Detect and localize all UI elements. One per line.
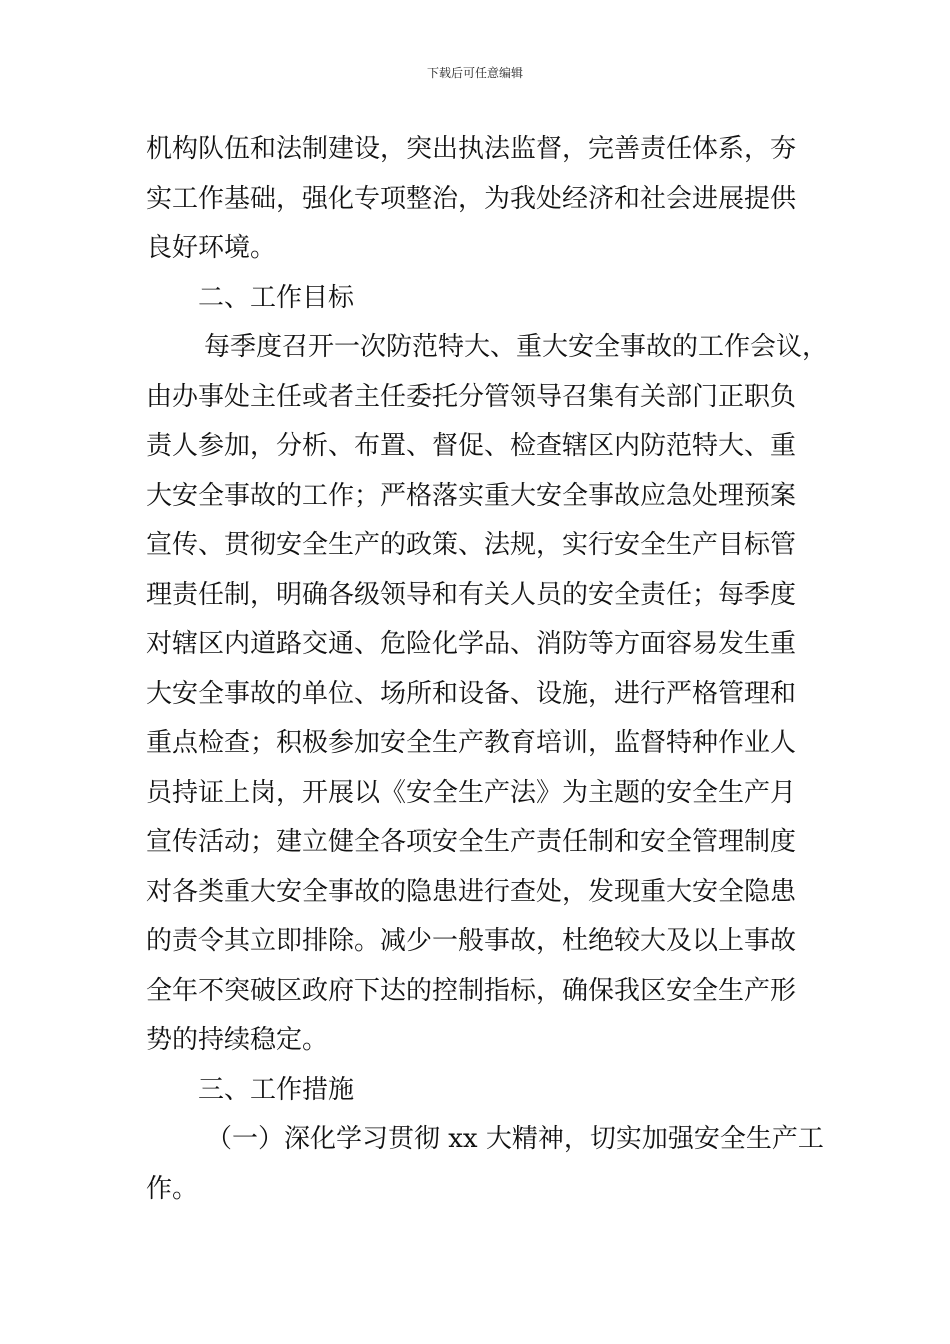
- text-line: 机构队伍和法制建设，突出执法监督，完善责任体系，夯: [146, 134, 797, 164]
- text-line: 的责令其立即排除。减少一般事故，杜绝较大及以上事故: [146, 926, 797, 956]
- text-line: 责人参加，分析、布置、督促、检查辖区内防范特大、重: [146, 431, 797, 461]
- text-line: 作。: [146, 1173, 199, 1204]
- document-body: [146, 125, 829, 1214]
- text-line: 全年不突破区政府下达的控制指标，确保我区安全生产形: [146, 975, 797, 1006]
- text-line: 理责任制，明确各级领导和有关人员的安全责任；每季度: [146, 579, 797, 610]
- text-line: 宣传、贯彻安全生产的政策、法规，实行安全生产目标管: [146, 530, 797, 560]
- text-line: 势的持续稳定。: [146, 1025, 329, 1055]
- text-line: （一）深化学习贯彻 xx 大精神，切实加强安全生产工: [206, 1124, 824, 1154]
- text-line: 对辖区内道路交通、危险化学品、消防等方面容易发生重: [146, 629, 797, 659]
- text-line: 每季度召开一次防范特大、重大安全事故的工作会议，: [204, 332, 829, 362]
- text-line: 由办事处主任或者主任委托分管领导召集有关部门正职负: [146, 381, 797, 412]
- text-line: 对各类重大安全事故的隐患进行查处，发现重大安全隐患: [146, 876, 797, 907]
- text-line: 大安全事故的工作；严格落实重大安全事故应急处理预案: [146, 480, 797, 511]
- text-line: 实工作基础，强化专项整治，为我处经济和社会进展提供: [146, 183, 797, 214]
- text-line: 良好环境。: [146, 233, 277, 263]
- text-line: 大安全事故的单位、场所和设备、设施，进行严格管理和: [146, 678, 797, 709]
- section-heading: 三、工作措施: [198, 1074, 355, 1105]
- text-line: 员持证上岗，开展以《安全生产法》为主题的安全生产月: [146, 777, 797, 808]
- page-header-note: 下载后可任意编辑: [426, 66, 523, 80]
- section-heading: 二、工作目标: [198, 282, 355, 313]
- text-line: 重点检查；积极参加安全生产教育培训，监督特种作业人: [146, 728, 797, 758]
- text-line: 宣传活动；建立健全各项安全生产责任制和安全管理制度: [146, 827, 797, 857]
